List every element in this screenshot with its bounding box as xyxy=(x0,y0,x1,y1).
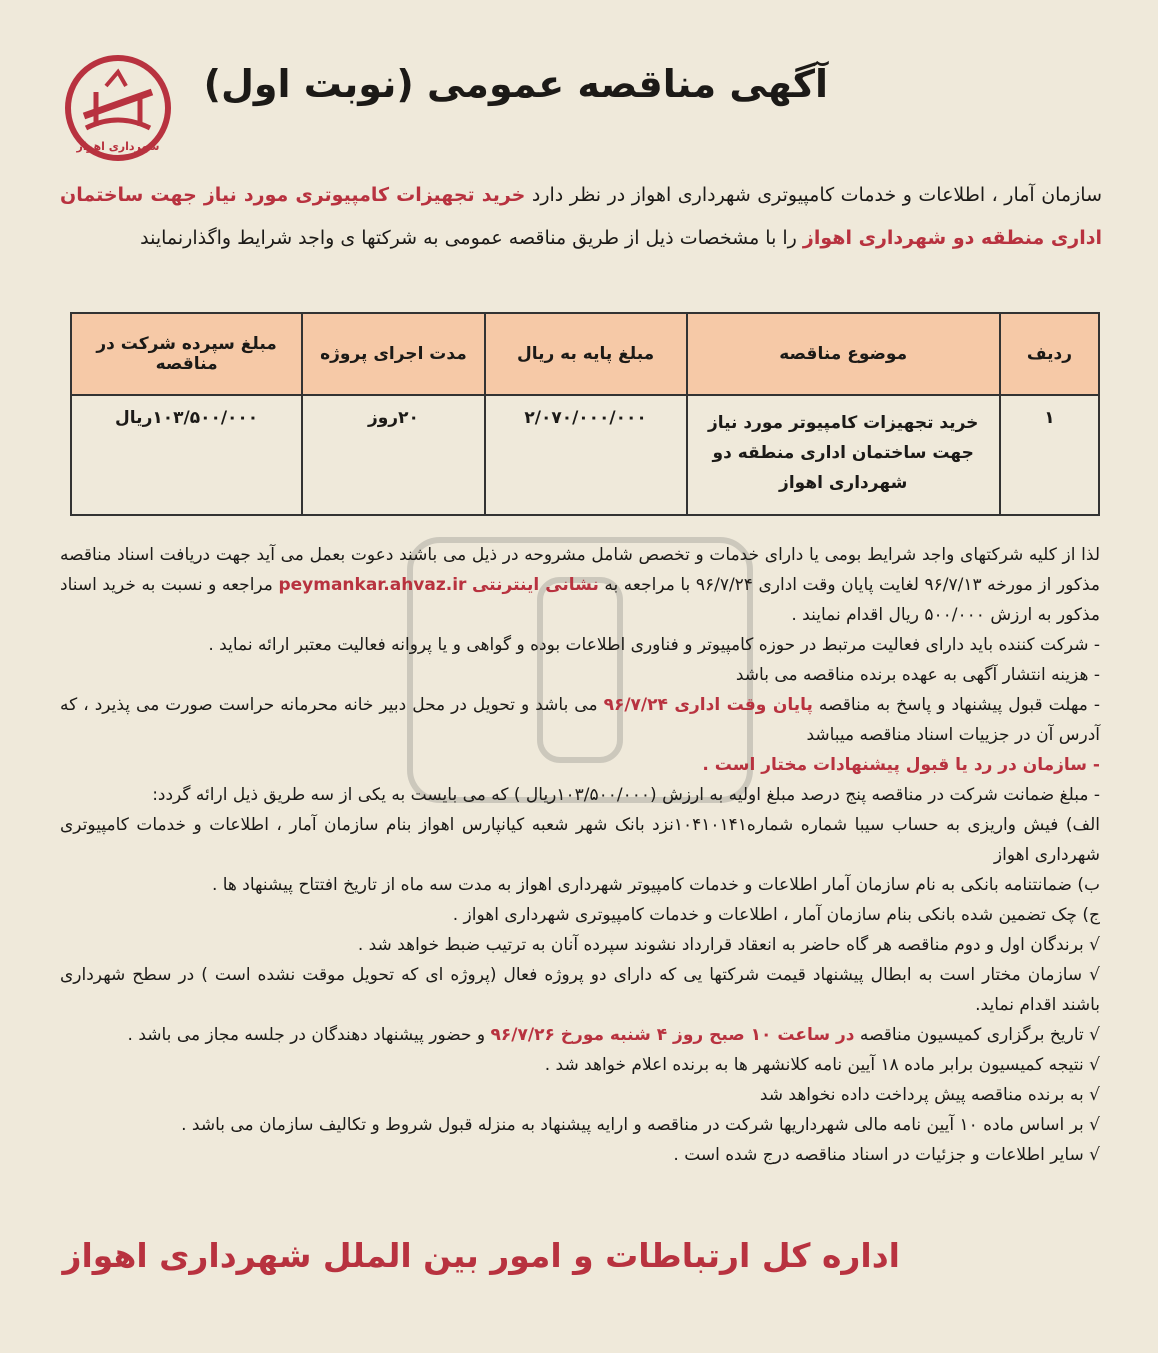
note-active-projects: √ سازمان مختار است به ابطال پیشنهاد قیمت شرکتها یی که دارای دو پروژه فعال (پروژه ای که تحویل موقت نشده است ) در سطح شهرداری باشند اقدام نماید. xyxy=(60,965,1100,1015)
body-p1-website-label: نشانی اینترنتی xyxy=(471,575,599,595)
col-header-base-price: مبلغ پایه به ریال xyxy=(485,313,687,395)
tender-table xyxy=(70,312,1100,516)
body-p1-text-c: مراجعه و نسبت به خرید اسناد مذکور به ارزش ۵۰۰/۰۰۰ ریال اقدام نمایند . xyxy=(60,575,1100,625)
note-commission-datetime: در ساعت ۱۰ صبح روز ۴ شنبه مورخ ۹۶/۷/۲۶ xyxy=(490,1025,855,1045)
bullet-guarantee: - مبلغ ضمانت شرکت در مناقصه پنج درصد مبلغ اولیه به ارزش (۱۰۳/۵۰۰/۰۰۰ریال ) که می بایست به یکی از سه طریق ذیل ارائه گردد: xyxy=(152,785,1100,805)
conditions-body xyxy=(60,540,1100,1170)
cell-subject: خرید تجهیزات کامپیوتر مورد نیاز جهت ساختمان اداری منطقه دو شهرداری اهواز xyxy=(687,395,1000,515)
note-other-details: √ سایر اطلاعات و جزئیات در اسناد مناقصه درج شده است . xyxy=(673,1145,1100,1165)
logo-caption: شهرداری اهواز xyxy=(76,140,160,153)
cell-base-price: ۲/۰۷۰/۰۰۰/۰۰۰ xyxy=(485,395,687,515)
bullet-deadline xyxy=(60,690,1100,750)
note-commission-date xyxy=(60,1020,1100,1050)
cell-row-number: ۱ xyxy=(1000,395,1099,515)
cell-deposit: ۱۰۳/۵۰۰/۰۰۰ریال xyxy=(71,395,302,515)
intro-highlight: خرید تجهیزات کامپیوتری مورد نیاز جهت ساختمان اداری منطقه دو شهرداری اهواز xyxy=(60,184,1102,249)
intro-text-1: سازمان آمار ، اطلاعات و خدمات کامپیوتری شهرداری اهواز در نظر دارد xyxy=(525,184,1102,206)
intro-text-2: را با مشخصات ذیل از طریق مناقصه عمومی به شرکتها ی واجد شرایط واگذارنمایند xyxy=(140,227,803,249)
bullet-deadline-text-c: می باشد و تحویل در محل دبیر خانه محرمانه حراست صورت می پذیرد ، که آدرس آن در جزییات اسناد مناقصه میباشد xyxy=(60,695,1100,745)
cell-duration: ۲۰روز xyxy=(302,395,484,515)
bullet-activity: - شرکت کننده باید دارای فعالیت مرتبط در حوزه کامپیوتر و فناوری اطلاعات بوده و گواهی و یا پروانه فعالیت معتبر ارائه نماید . xyxy=(208,635,1100,655)
body-p1-text-a: لذا از کلیه شرکتهای واجد شرایط بومی یا دارای خدمات و تخصص شامل مشروحه در ذیل می باشند دعوت بعمل می آید جهت دریافت اسناد مناقصه مذکور از مورخه ۹۶/۷/۱۳ لغایت پایان وقت اداری ۹۶/۷/۲۴ با مراجعه به xyxy=(60,545,1101,595)
body-paragraph-1 xyxy=(60,540,1100,630)
issuer-footer: اداره کل ارتباطات و امور بین الملل شهرداری اهواز xyxy=(62,1236,900,1275)
guarantee-option-be: ب) ضمانتنامه بانکی به نام سازمان آمار اطلاعات و خدمات کامپیوتر شهرداری اهواز به مدت سه ماه از تاریخ افتتاح پیشنهاد ها . xyxy=(211,875,1100,895)
table-header-row xyxy=(71,313,1099,395)
table-row xyxy=(71,395,1099,515)
bullet-deadline-date: پایان وقت اداری ۹۶/۷/۲۴ xyxy=(603,695,813,715)
note-commission-result: √ نتیجه کمیسیون برابر ماده ۱۸ آیین نامه کلانشهر ها به برنده اعلام خواهد شد . xyxy=(544,1055,1100,1075)
col-header-subject: موضوع مناقصه xyxy=(687,313,1000,395)
guarantee-option-jim: ج) چک تضمین شده بانکی بنام سازمان آمار ، اطلاعات و خدمات کامپیوتری شهرداری اهواز . xyxy=(452,905,1100,925)
note-winners: √ برندگان اول و دوم مناقصه هر گاه حاضر به انعقاد قرارداد نشوند سپرده آنان به ترتیب ضبط خواهد شد . xyxy=(357,935,1100,955)
page-title: آگهی مناقصه عمومی (نوبت اول) xyxy=(203,62,828,106)
col-header-duration: مدت اجرای پروژه xyxy=(302,313,484,395)
note-commission-text-a: √ تاریخ برگزاری کمیسیون مناقصه xyxy=(854,1025,1100,1045)
note-commission-text-c: و حضور پیشنهاد دهندگان در جلسه مجاز می باشد . xyxy=(127,1025,491,1045)
bullet-rejection-right: - سازمان در رد یا قبول پیشنهادات مختار است . xyxy=(702,755,1100,775)
bullet-ad-cost: - هزینه انتشار آگهی به عهده برنده مناقصه می باشد xyxy=(735,665,1100,685)
note-no-prepayment: √ به برنده مناقصه پیش پرداخت داده نخواهد شد xyxy=(759,1085,1100,1105)
col-header-deposit: مبلغ سپرده شرکت در مناقصه xyxy=(71,313,302,395)
col-header-row-number: ردیف xyxy=(1000,313,1099,395)
note-financial-regulation: √ بر اساس ماده ۱۰ آیین نامه مالی شهرداریها شرکت در مناقصه و ارایه پیشنهاد به منزله قبول شروط و تکالیف سازمان می باشد . xyxy=(181,1115,1100,1135)
bullet-deadline-text-a: - مهلت قبول پیشنهاد و پاسخ به مناقصه xyxy=(812,695,1101,715)
website-link[interactable]: peymankar.ahvaz.ir xyxy=(278,575,467,595)
guarantee-option-alef: الف) فیش واریزی به حساب سیبا شماره شماره۱۰۴۱۰۱۴۱نزد بانک شهر شعبه کیانپارس اهواز بنام سازمان آمار ، اطلاعات و خدمات کامپیوتری شهرداری اهواز xyxy=(60,815,1101,865)
intro-paragraph xyxy=(60,174,1102,260)
